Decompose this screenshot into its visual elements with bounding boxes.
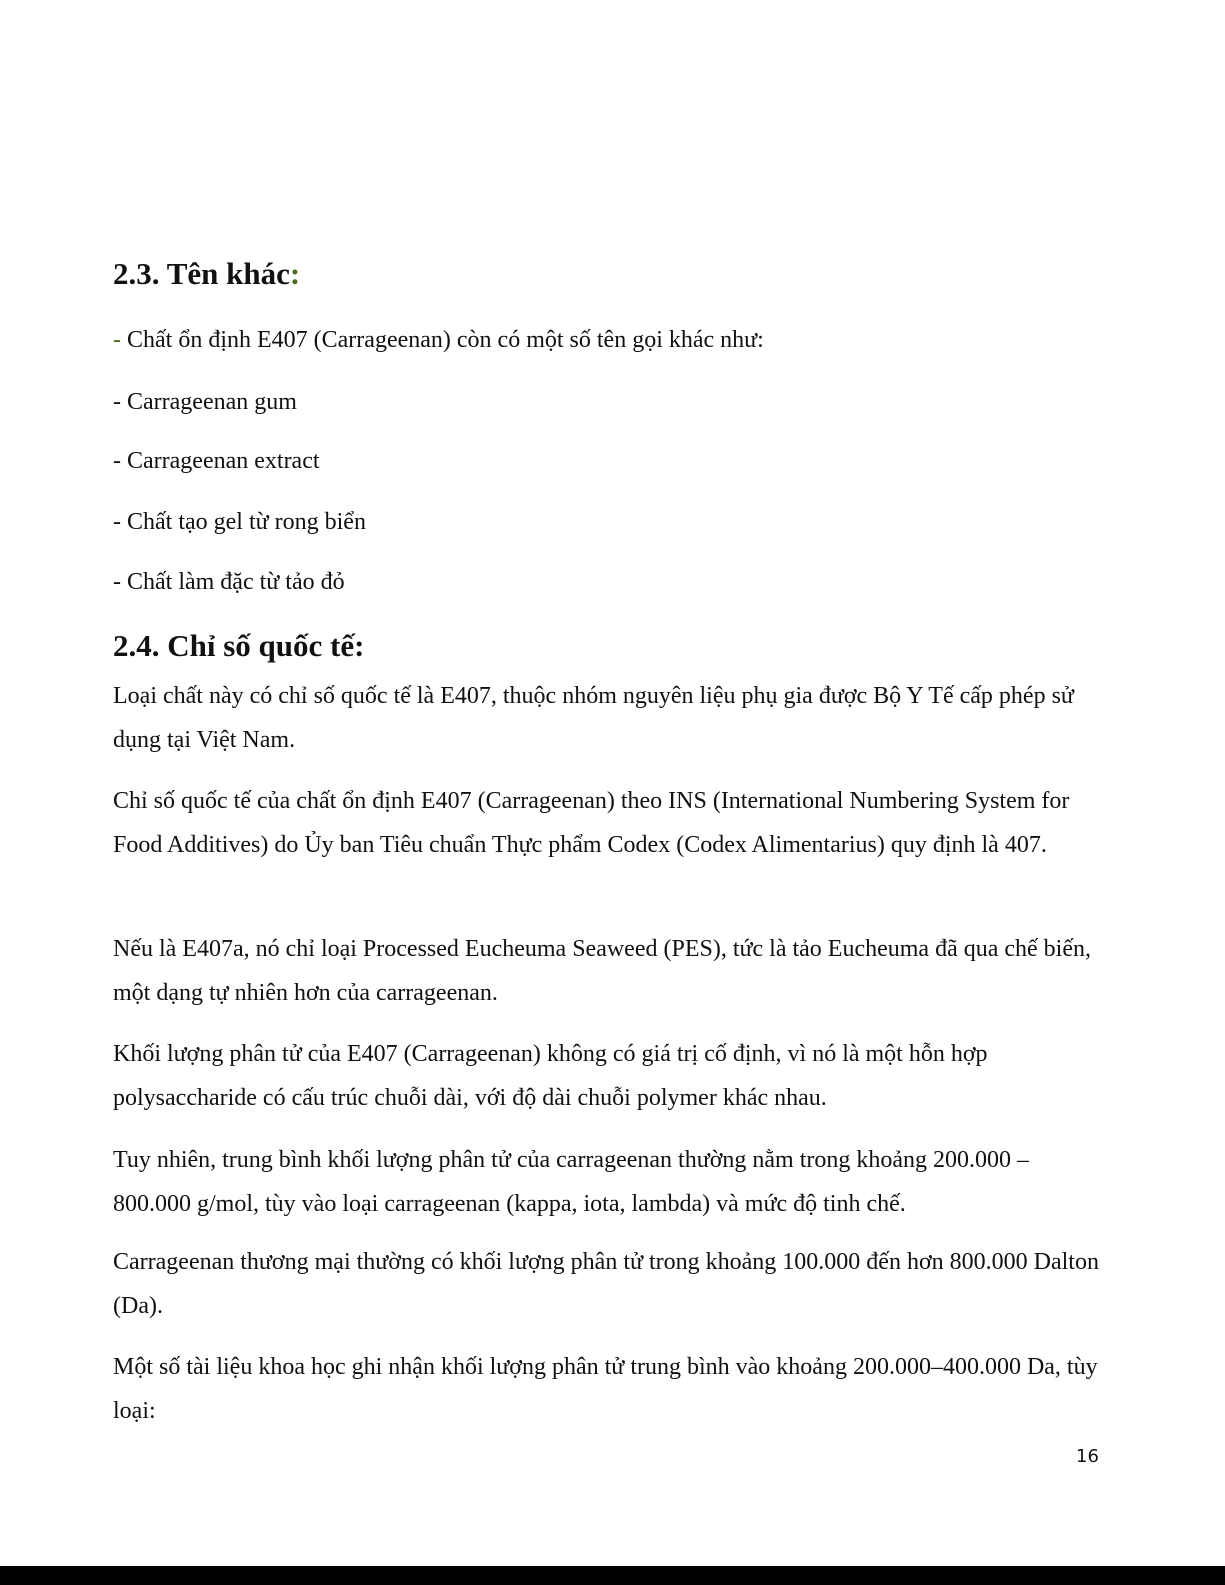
other-name-item: - Chất tạo gel từ rong biển: [113, 509, 366, 535]
paragraph: Một số tài liệu khoa học ghi nhận khối lượng phân tử trung bình vào khoảng 200.000–400.000 Da, tùy loại:: [113, 1354, 1098, 1424]
other-names-intro: [113, 326, 764, 354]
other-name-item: - Carrageenan extract: [113, 448, 320, 474]
section-heading-text: 2.3. Tên khác: [113, 256, 290, 291]
other-name-item: - Chất làm đặc từ tảo đỏ: [113, 569, 345, 595]
page-bottom-edge: [0, 1566, 1225, 1585]
intro-text: Chất ổn định E407 (Carrageenan) còn có một số tên gọi khác như:: [121, 327, 764, 353]
paragraph: Nếu là E407a, nó chỉ loại Processed Eucheuma Seaweed (PES), tức là tảo Eucheuma đã qua chế biến, một dạng tự nhiên hơn của carrageenan.: [113, 936, 1091, 1006]
paragraph: Tuy nhiên, trung bình khối lượng phân tử của carrageenan thường nằm trong khoảng 200.000 – 800.000 g/mol, tùy vào loại carrageenan (kappa, iota, lambda) và mức độ tinh chế.: [113, 1147, 1030, 1217]
section-heading-other-names: [113, 256, 300, 292]
paragraph: Khối lượng phân tử của E407 (Carrageenan) không có giá trị cố định, vì nó là một hỗn hợp polysaccharide có cấu trúc chuỗi dài, với độ dài chuỗi polymer khác nhau.: [113, 1041, 988, 1111]
section-heading-international-index: 2.4. Chỉ số quốc tế:: [113, 628, 365, 663]
page-number: 16: [1076, 1446, 1099, 1467]
paragraph: Loại chất này có chỉ số quốc tế là E407, thuộc nhóm nguyên liệu phụ gia được Bộ Y Tế cấp phép sử dụng tại Việt Nam.: [113, 683, 1074, 753]
heading-colon: :: [289, 256, 301, 291]
paragraph: Carrageenan thương mại thường có khối lượng phân tử trong khoảng 100.000 đến hơn 800.000 Dalton (Da).: [113, 1249, 1099, 1319]
intro-dash: -: [113, 327, 121, 353]
other-name-item: - Carrageenan gum: [113, 389, 297, 415]
paragraph: Chỉ số quốc tế của chất ổn định E407 (Carrageenan) theo INS (International Numbering System for Food Additives) do Ủy ban Tiêu chuẩn Thực phẩm Codex (Codex Alimentarius) quy định là 407.: [113, 788, 1070, 858]
